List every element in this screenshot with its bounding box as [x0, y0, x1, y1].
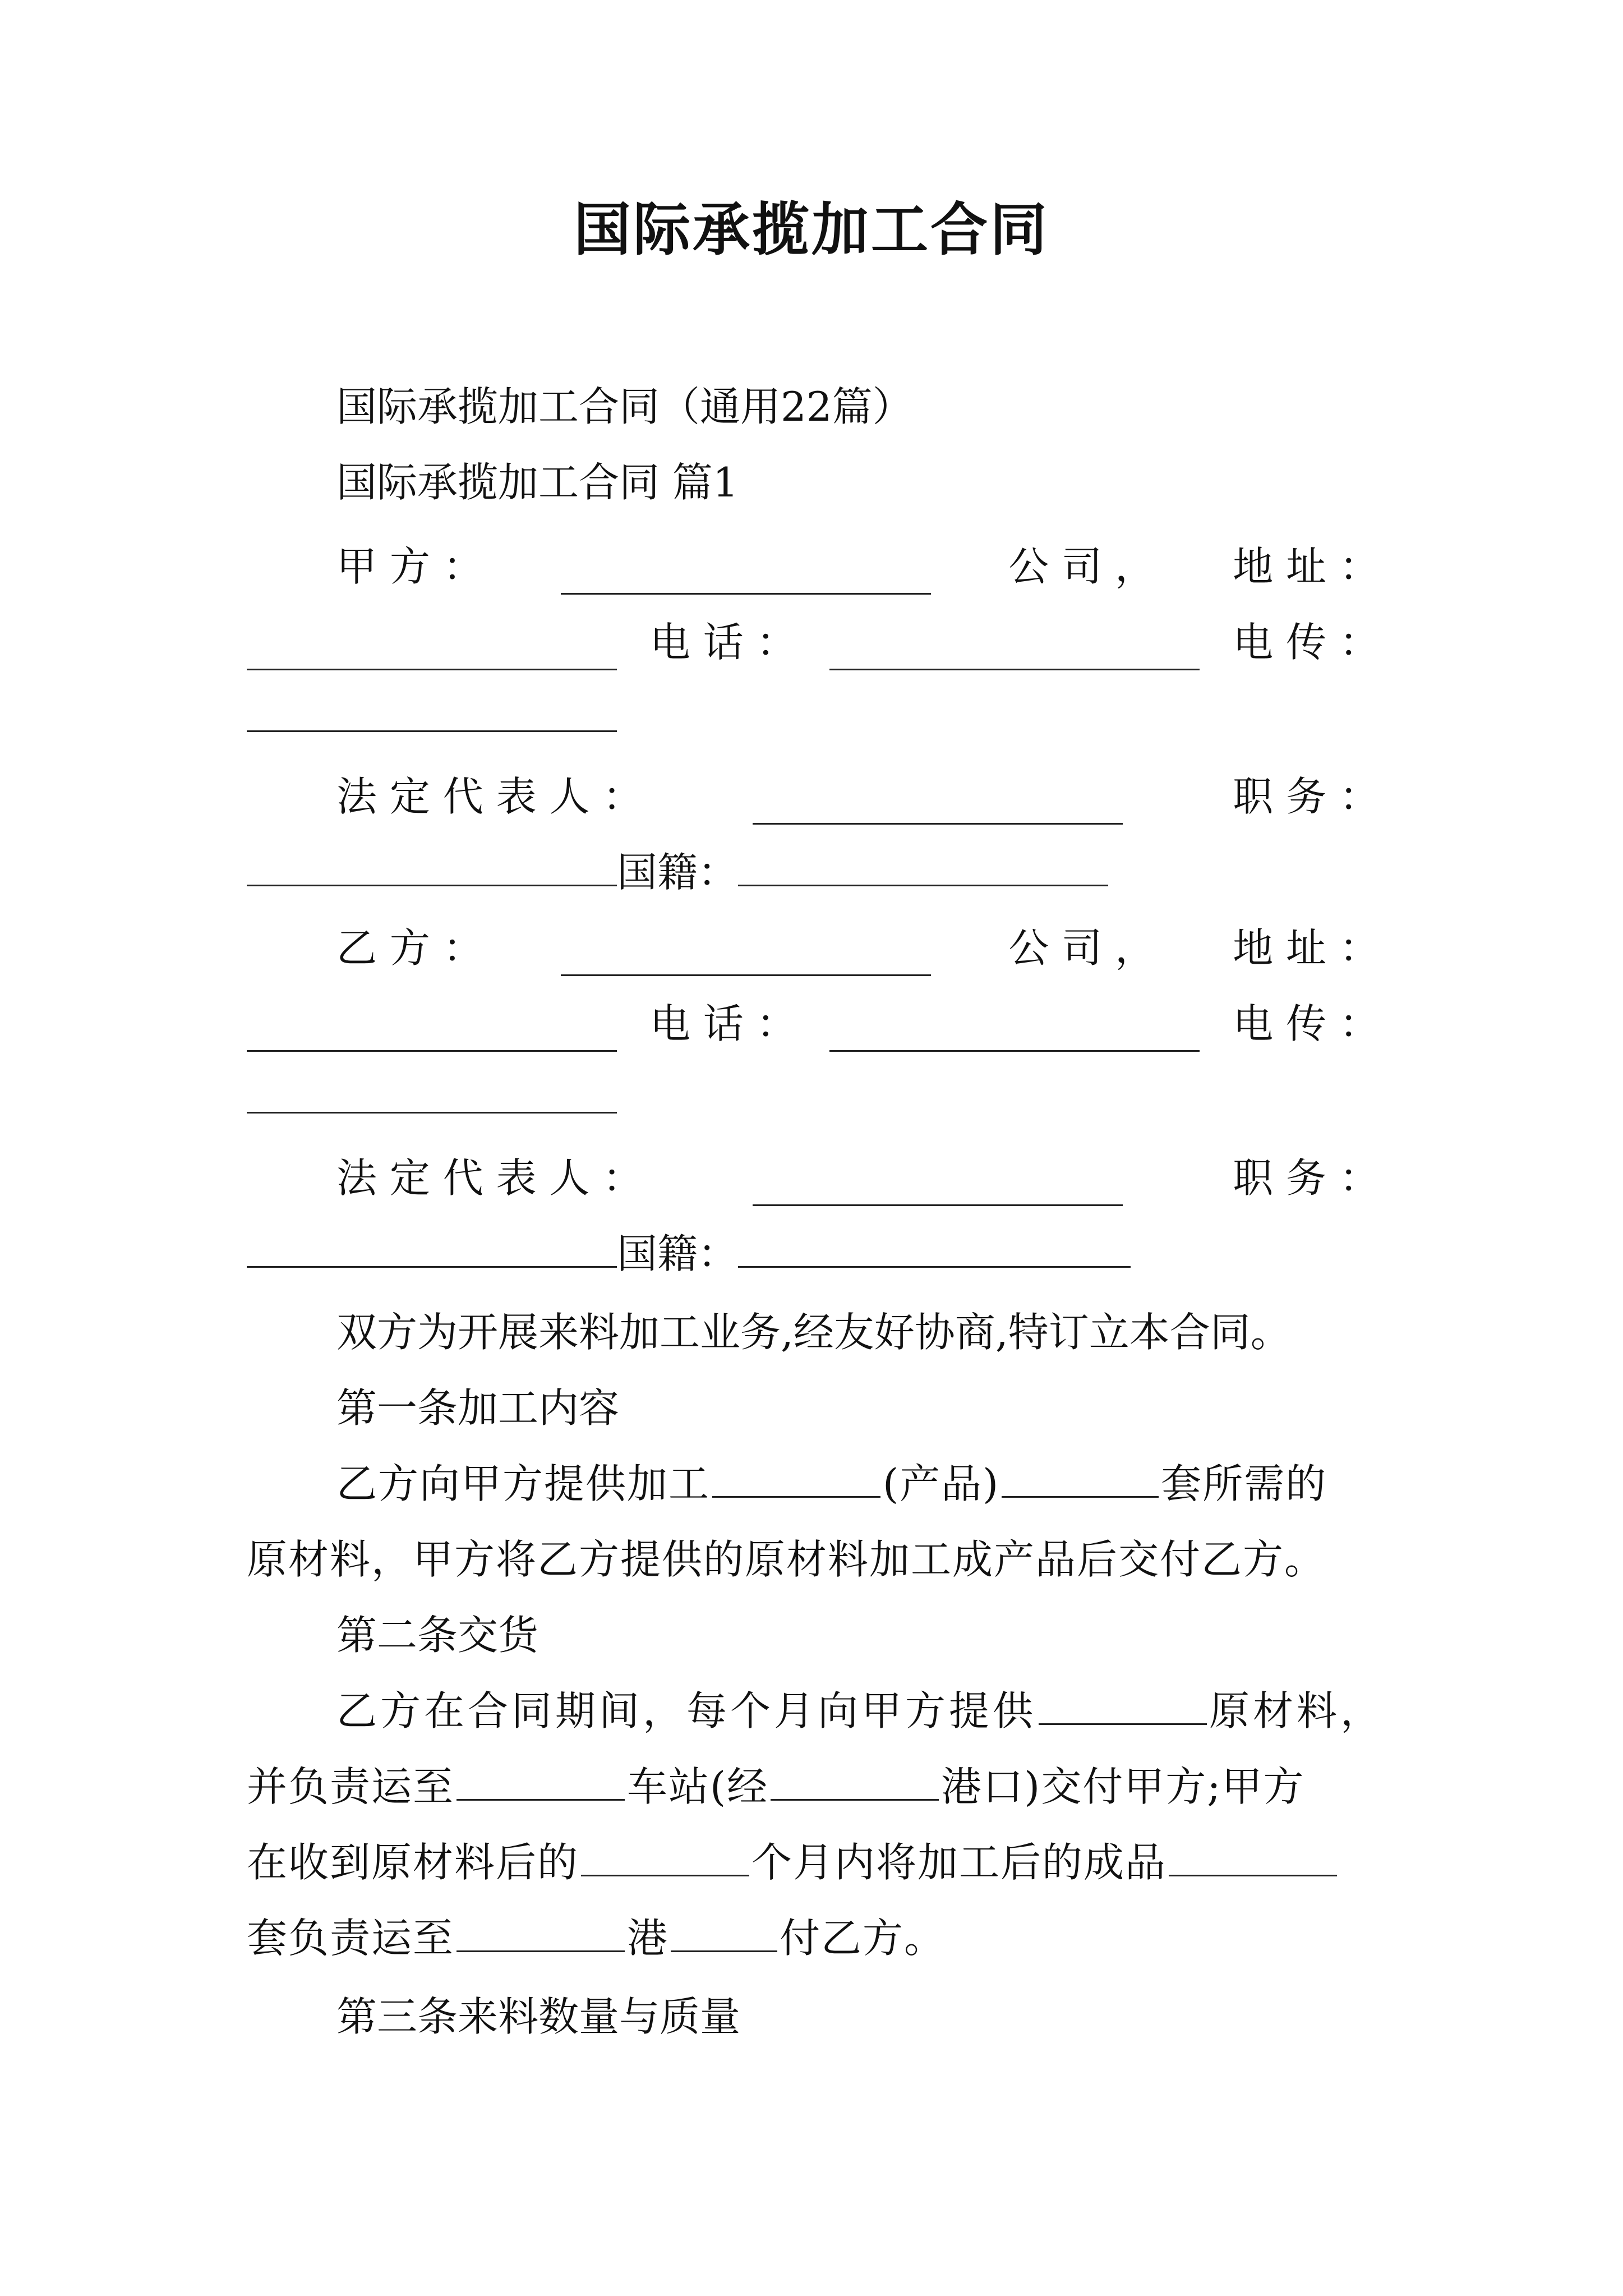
party-b-position-blank[interactable] — [247, 1226, 617, 1268]
party-a-row-3 — [247, 690, 1380, 746]
party-a-row-5 — [247, 844, 1380, 900]
party-b-company-label: 公 司 ， — [1008, 924, 1155, 972]
article-2-text-j: 付乙方。 — [780, 1915, 946, 1962]
article-2-finished-blank[interactable] — [1169, 1834, 1337, 1876]
party-b-phone-blank[interactable] — [829, 1010, 1200, 1052]
party-a-address-label: 地 址 ： — [1233, 543, 1380, 590]
party-b-rep-blank[interactable] — [753, 1164, 1123, 1206]
party-a-nationality-label: 国籍： — [617, 849, 739, 896]
article-2-material-blank[interactable] — [1039, 1683, 1207, 1725]
article-1-text-a: 乙方向甲方提供加工 — [336, 1460, 711, 1507]
party-b-name-blank[interactable] — [561, 934, 931, 976]
intro-paragraph: 双方为开展来料加工业务,经友好协商,特订立本合同。 — [336, 1309, 1291, 1356]
article-2-text-f: 在收到原材料后的 — [247, 1839, 579, 1886]
party-b-fax-blank[interactable] — [247, 1071, 617, 1114]
party-b-address-label: 地 址 ： — [1233, 924, 1380, 972]
article-2-text-b: 原材料， — [1209, 1687, 1385, 1734]
party-a-nationality-blank[interactable] — [738, 844, 1108, 886]
party-a-rep-blank[interactable] — [753, 783, 1123, 825]
article-2-text-i: 港 — [627, 1915, 669, 1962]
article-1-title: 第一条加工内容 — [336, 1384, 620, 1432]
party-b-nationality-label: 国籍： — [617, 1230, 739, 1277]
party-b-rep-label: 法 定 代 表 人 ： — [336, 1154, 643, 1202]
party-b-nationality-blank[interactable] — [738, 1226, 1131, 1268]
party-a-name-blank[interactable] — [561, 553, 931, 595]
article-2-line-4 — [247, 1910, 1380, 1966]
article-1-text-b: (产品) — [883, 1460, 1000, 1507]
article-2-text-d: 车站(经 — [627, 1763, 769, 1810]
party-b-address-blank[interactable] — [247, 1010, 617, 1052]
article-2-deliver-blank[interactable] — [671, 1910, 777, 1952]
article-2-line-2 — [247, 1759, 1380, 1815]
document-subtitle: 国际承揽加工合同（通用22篇） — [336, 383, 913, 430]
article-1-line-1 — [247, 1456, 1380, 1512]
party-a-position-blank[interactable] — [247, 844, 617, 886]
article-1-quantity-blank[interactable] — [1002, 1456, 1159, 1498]
party-a-company-label: 公 司 ， — [1008, 543, 1155, 590]
article-1-text-c: 套所需的 — [1161, 1460, 1327, 1507]
party-a-phone-blank[interactable] — [829, 628, 1200, 670]
party-a-rep-label: 法 定 代 表 人 ： — [336, 773, 643, 820]
article-1-line-2: 原材料，甲方将乙方提供的原材料加工成产品后交付乙方。 — [247, 1536, 1326, 1583]
article-2-text-c: 并负责运至 — [247, 1763, 455, 1810]
article-2-line-3 — [247, 1834, 1380, 1890]
party-b-label: 乙 方 ： — [336, 924, 483, 972]
article-2-text-a: 乙方在合同期间，每个月向甲方提供 — [336, 1687, 1037, 1734]
party-b-row-5 — [247, 1226, 1380, 1282]
article-2-title: 第二条交货 — [336, 1612, 539, 1659]
article-2-text-e: 港口)交付甲方;甲方 — [941, 1763, 1305, 1810]
party-a-row-1 — [247, 539, 1380, 595]
party-b-fax-label: 电 传 ： — [1233, 1000, 1380, 1047]
party-a-row-2 — [247, 614, 1380, 670]
article-2-dest-blank[interactable] — [457, 1910, 625, 1952]
party-a-address-blank[interactable] — [247, 628, 617, 670]
party-a-fax-blank[interactable] — [247, 690, 617, 732]
article-2-station-blank[interactable] — [457, 1759, 625, 1801]
article-1-product-blank[interactable] — [712, 1456, 880, 1498]
article-2-text-g: 个月内将加工后的成品 — [751, 1839, 1167, 1886]
article-2-text-h: 套负责运至 — [247, 1915, 455, 1962]
party-b-phone-label: 电 话 ： — [649, 1000, 797, 1047]
document-title: 国际承揽加工合同 — [574, 196, 1049, 264]
party-a-label: 甲 方 ： — [336, 543, 483, 590]
party-a-fax-label: 电 传 ： — [1233, 619, 1380, 666]
article-2-port-blank[interactable] — [771, 1759, 939, 1801]
party-b-row-4 — [247, 1150, 1380, 1206]
party-a-position-label: 职 务 ： — [1233, 773, 1380, 820]
party-b-position-label: 职 务 ： — [1233, 1154, 1380, 1202]
party-b-row-3 — [247, 1071, 1380, 1128]
party-b-row-2 — [247, 996, 1380, 1052]
party-a-row-4 — [247, 769, 1380, 825]
party-b-row-1 — [247, 920, 1380, 976]
party-a-phone-label: 电 话 ： — [649, 619, 797, 666]
article-2-months-blank[interactable] — [581, 1834, 749, 1876]
article-2-line-1 — [247, 1683, 1385, 1739]
section-heading: 国际承揽加工合同 篇1 — [336, 459, 739, 506]
article-3-title: 第三条来料数量与质量 — [336, 1993, 741, 2040]
